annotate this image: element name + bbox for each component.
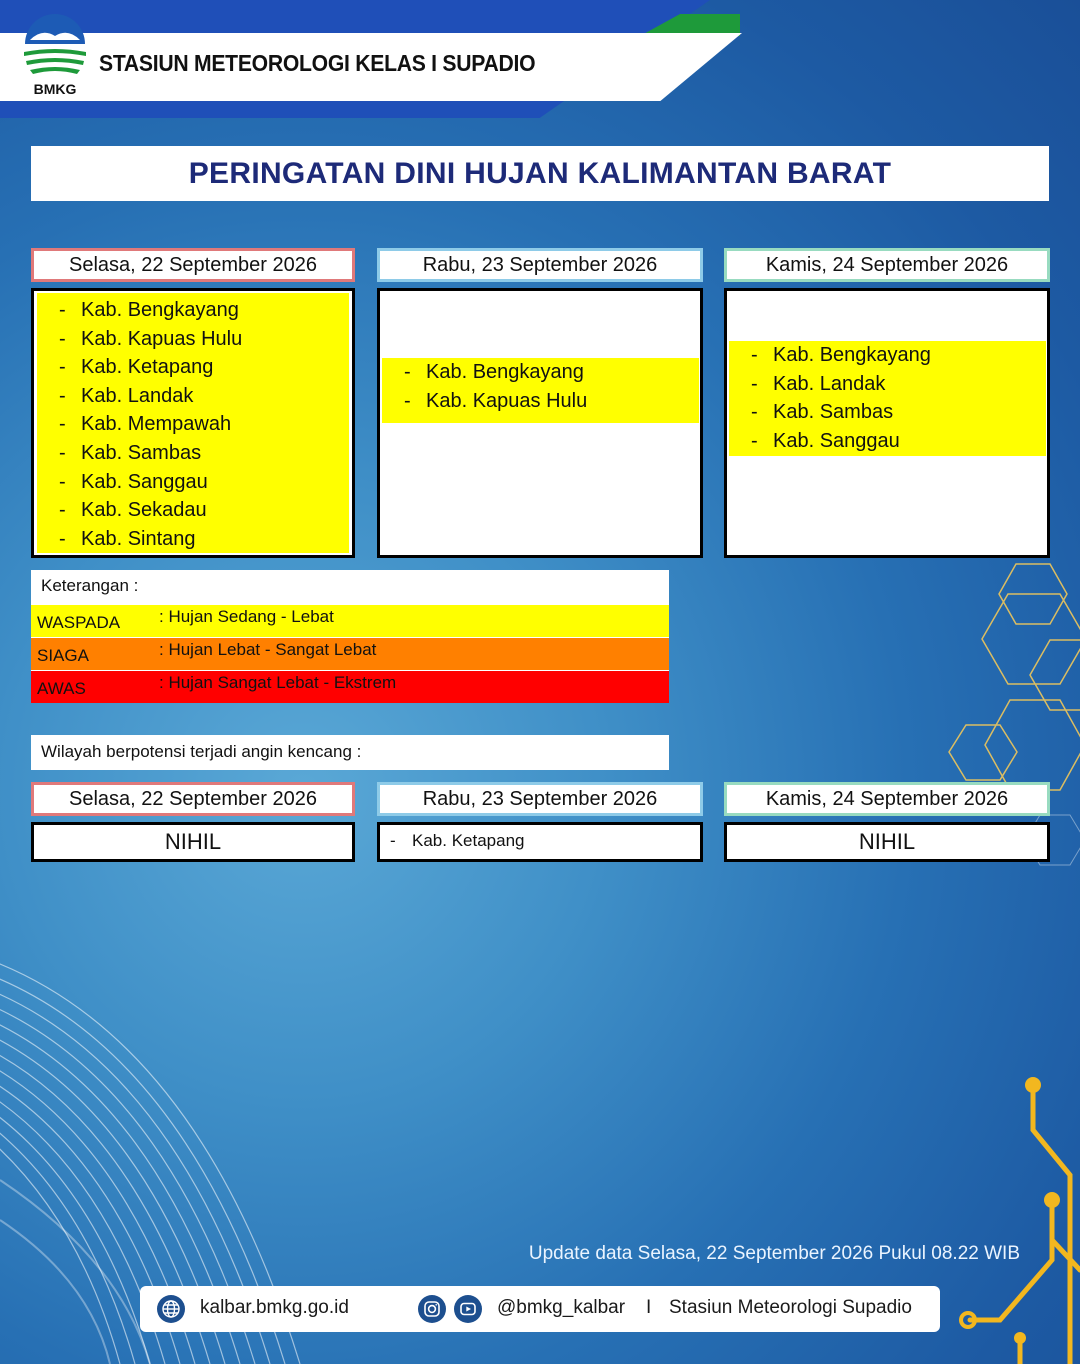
rain-day-3-panel <box>724 288 1050 558</box>
page-title-box <box>31 146 1049 201</box>
list-item: - Kab. Sanggau <box>55 468 242 497</box>
list-item: - Kab. Sanggau <box>747 427 931 456</box>
legend-level-name: WASPADA <box>37 613 121 632</box>
rain-day-3-date: Kamis, 24 September 2026 <box>724 248 1050 282</box>
footer-station-name: Stasiun Meteorologi Supadio <box>669 1297 912 1318</box>
list-item: - Kab. Mempawah <box>55 410 242 439</box>
social-handle[interactable]: @bmkg_kalbar <box>497 1297 626 1318</box>
rain-day-1-date: Selasa, 22 September 2026 <box>31 248 355 282</box>
list-item: - Kab. Ketapang <box>386 827 524 856</box>
rain-day-1-panel <box>31 288 355 558</box>
legend-row-waspada <box>31 605 669 637</box>
footer-separator: I <box>646 1297 652 1318</box>
list-item: - Kab. Ketapang <box>55 353 242 382</box>
legend-row-awas <box>31 671 669 703</box>
logo-text: BMKG <box>33 81 77 97</box>
list-item: - Kab. Kapuas Hulu <box>400 387 587 416</box>
rain-day-2-panel <box>377 288 703 558</box>
wind-day-1-value: NIHIL <box>164 829 222 854</box>
legend-level-name: SIAGA <box>37 646 89 665</box>
list-item: - Kab. Landak <box>747 370 931 399</box>
wind-day-3-panel <box>724 822 1050 862</box>
rain-day-2-regions <box>400 358 587 415</box>
bmkg-logo <box>22 14 88 98</box>
list-item: - Kab. Bengkayang <box>747 341 931 370</box>
waspada-highlight <box>382 358 699 423</box>
list-item: - Kab. Kapuas Hulu <box>55 325 242 354</box>
wind-day-1-panel <box>31 822 355 862</box>
legend-level-desc: : Hujan Sedang - Lebat <box>159 607 334 626</box>
list-item: - Kab. Bengkayang <box>400 358 587 387</box>
list-item: - Kab. Sekadau <box>55 496 242 525</box>
wind-title-box <box>31 735 669 770</box>
wind-day-2-date: Rabu, 23 September 2026 <box>377 782 703 816</box>
station-name: STASIUN METEOROLOGI KELAS I SUPADIO <box>99 50 536 76</box>
wind-day-3-date: Kamis, 24 September 2026 <box>724 782 1050 816</box>
youtube-icon[interactable] <box>454 1295 482 1323</box>
footer-bar <box>140 1286 940 1332</box>
legend-title: Keterangan : <box>41 576 139 595</box>
instagram-icon[interactable] <box>418 1295 446 1323</box>
legend-level-name: AWAS <box>37 679 86 698</box>
page-title: PERINGATAN DINI HUJAN KALIMANTAN BARAT <box>188 156 892 190</box>
list-item: - Kab. Landak <box>55 382 242 411</box>
wind-day-3-value: NIHIL <box>858 829 916 854</box>
waspada-highlight <box>729 341 1046 456</box>
legend-level-desc: : Hujan Lebat - Sangat Lebat <box>159 640 377 659</box>
legend-box <box>31 570 669 703</box>
legend-row-siaga <box>31 638 669 670</box>
list-item: - Kab. Sintang <box>55 525 242 554</box>
update-timestamp: Update data Selasa, 22 September 2026 Pukul 08.22 WIB <box>528 1243 1020 1264</box>
website-link[interactable]: kalbar.bmkg.go.id <box>200 1297 349 1318</box>
globe-icon <box>157 1295 185 1323</box>
wind-day-2-panel <box>377 822 703 862</box>
list-item: - Kab. Sambas <box>55 439 242 468</box>
wind-title: Wilayah berpotensi terjadi angin kencang : <box>41 742 362 761</box>
legend-level-desc: : Hujan Sangat Lebat - Ekstrem <box>159 673 397 692</box>
waspada-highlight <box>37 293 349 553</box>
wind-day-2-regions <box>386 827 524 856</box>
list-item: - Kab. Sambas <box>747 398 931 427</box>
rain-day-2-date: Rabu, 23 September 2026 <box>377 248 703 282</box>
rain-day-1-regions <box>55 296 242 553</box>
list-item: - Kab. Bengkayang <box>55 296 242 325</box>
rain-day-3-regions <box>747 341 931 455</box>
wind-day-1-date: Selasa, 22 September 2026 <box>31 782 355 816</box>
